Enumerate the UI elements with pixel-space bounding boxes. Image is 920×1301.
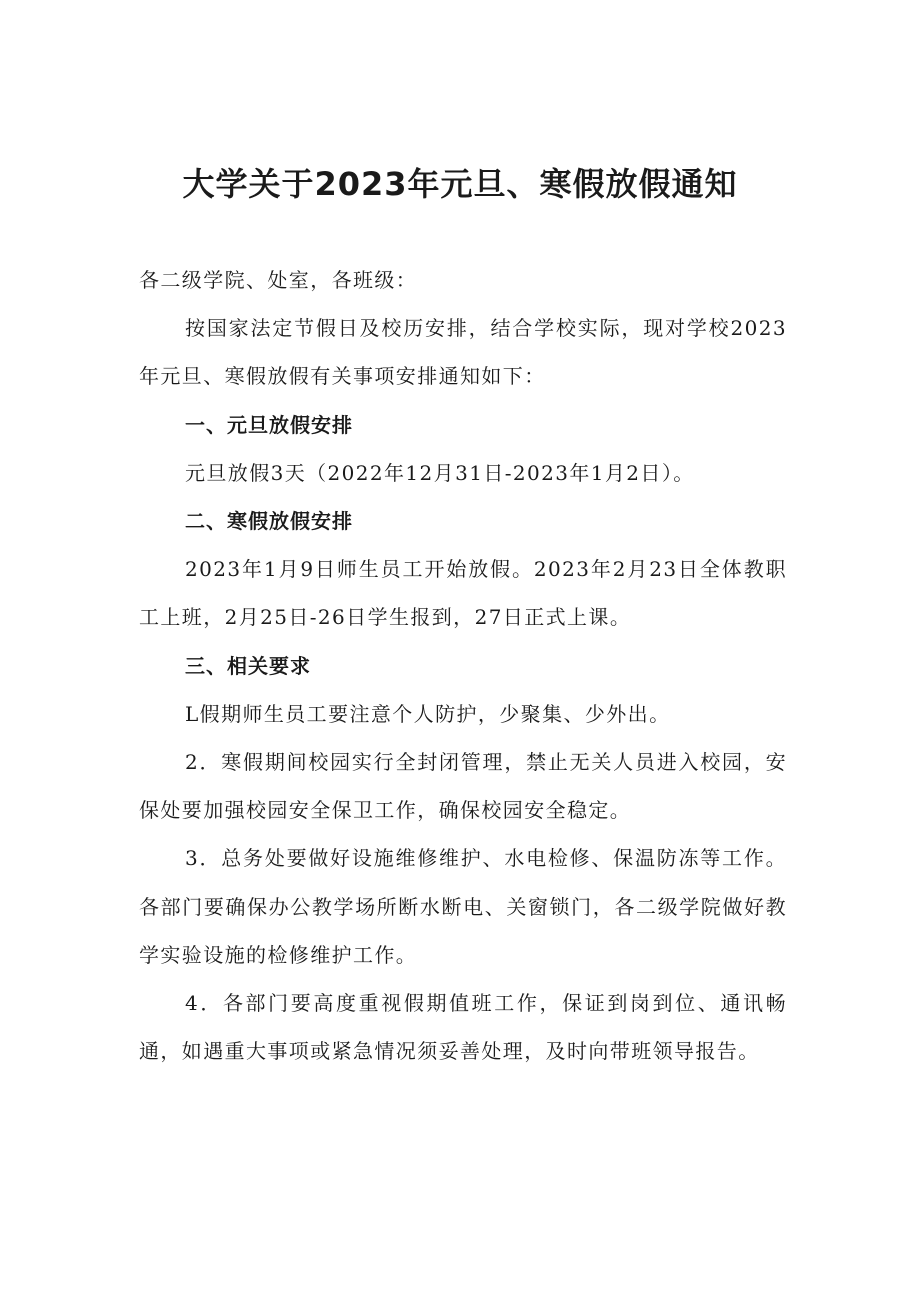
section-heading-requirements: 三、相关要求 <box>185 653 311 678</box>
salutation: 各二级学院、处室，各班级： <box>139 268 418 292</box>
requirement-item-3: 3．总务处要做好设施维修维护、水电检修、保温防冻等工作。各部门要确保办公教学场所断水断电、关窗锁门，各二级学院做好教学实验设施的检修维护工作。 <box>139 846 787 967</box>
requirement-item-2: 2．寒假期间校园实行全封闭管理，禁止无关人员进入校园，安保处要加强校园安全保卫工作，确保校园安全稳定。 <box>139 750 787 823</box>
document-body <box>139 256 787 1075</box>
document-title: 大学关于2023年元旦、寒假放假通知 <box>182 165 738 203</box>
paragraph-winter: 2023年1月9日师生员工开始放假。2023年2月23日全体教职工上班，2月25日-26日学生报到，27日正式上课。 <box>139 557 787 630</box>
section-heading-new-year: 一、元旦放假安排 <box>185 412 353 437</box>
requirement-item-4: 4．各部门要高度重视假期值班工作，保证到岗到位、通讯畅通，如遇重大事项或紧急情况须妥善处理，及时向带班领导报告。 <box>139 991 787 1064</box>
intro-paragraph: 按国家法定节假日及校历安排，结合学校实际，现对学校2023年元旦、寒假放假有关事项安排通知如下： <box>139 316 787 389</box>
requirement-item-1: L假期师生员工要注意个人防护，少聚集、少外出。 <box>185 701 671 726</box>
section-heading-winter: 二、寒假放假安排 <box>185 509 353 534</box>
paragraph-new-year: 元旦放假3天（2022年12月31日-2023年1月2日）。 <box>185 460 695 485</box>
